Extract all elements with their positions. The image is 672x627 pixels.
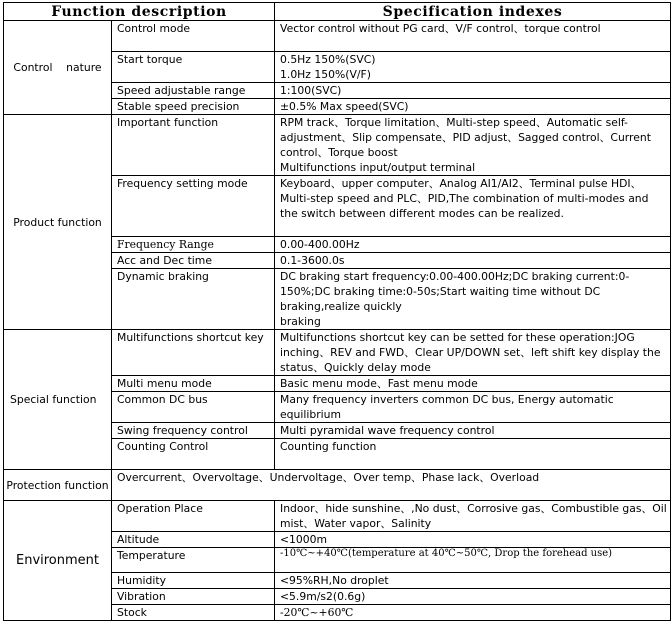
category-environment: Environment xyxy=(4,501,112,621)
item-label: Frequency Range xyxy=(112,237,275,253)
header-function-description: Function description xyxy=(4,3,275,21)
item-value: Indoor、hide sunshine、,No dust、Corrosive gas、Combustible gas、Oil mist、Water vapor、Salinity xyxy=(275,501,671,532)
item-label: Frequency setting mode xyxy=(112,176,275,237)
item-label: Speed adjustable range xyxy=(112,83,275,99)
item-value: Vector control without PG card、V/F control、torque control xyxy=(275,21,671,52)
item-value: ±0.5% Max speed(SVC) xyxy=(275,99,671,115)
item-value: -10℃~+40℃(temperature at 40℃~50℃, Drop the forehead use) xyxy=(275,548,671,573)
item-value: DC braking start frequency:0.00-400.00Hz;DC braking current:0-150%;DC braking time:0-50s;Start waiting time without DC braking,realize quickly braking xyxy=(275,269,671,330)
item-value: <95%RH,No droplet xyxy=(275,573,671,589)
item-value: Multifunctions shortcut key can be setted for these operation:JOG inching、REV and FWD、Clear UP/DOWN set、left shift key display the status、Quickly delay mode xyxy=(275,330,671,376)
item-label: Important function xyxy=(112,115,275,176)
header-row xyxy=(4,3,671,21)
item-label: Humidity xyxy=(112,573,275,589)
category-protection-function: Protection function xyxy=(4,470,112,501)
protection-value: Overcurrent、Overvoltage、Undervoltage、Over temp、Phase lack、Overload xyxy=(112,470,671,501)
item-label: Vibration xyxy=(112,589,275,605)
item-value: 0.00-400.00Hz xyxy=(275,237,671,253)
item-label: Acc and Dec time xyxy=(112,253,275,269)
category-product-function: Product function xyxy=(4,115,112,330)
table-row xyxy=(4,330,671,376)
item-label: Altitude xyxy=(112,532,275,548)
category-control-nature: Control nature xyxy=(4,21,112,115)
item-label: Stock xyxy=(112,605,275,621)
table-row xyxy=(4,470,671,501)
item-label: Multifunctions shortcut key xyxy=(112,330,275,376)
table-row xyxy=(4,21,671,52)
table-row xyxy=(4,115,671,176)
item-label: Counting Control xyxy=(112,439,275,470)
item-value: Multi pyramidal wave frequency control xyxy=(275,423,671,439)
header-specification-indexes: Specification indexes xyxy=(275,3,671,21)
item-label: Control mode xyxy=(112,21,275,52)
item-label: Start torque xyxy=(112,52,275,83)
item-value: -20℃~+60℃ xyxy=(275,605,671,621)
category-special-function: Special function xyxy=(4,330,112,470)
item-value: Keyboard、upper computer、Analog AI1/AI2、Terminal pulse HDI、Multi-step speed and PLC、PID,The combination of multi-modes and the switch between different modes can be realized. xyxy=(275,176,671,237)
item-label: Multi menu mode xyxy=(112,376,275,392)
item-value: Many frequency inverters common DC bus, Energy automatic equilibrium xyxy=(275,392,671,423)
item-label: Operation Place xyxy=(112,501,275,532)
item-value: 0.1-3600.0s xyxy=(275,253,671,269)
item-label: Stable speed precision xyxy=(112,99,275,115)
item-value: RPM track、Torque limitation、Multi-step speed、Automatic self-adjustment、Slip compensate、PID adjust、Sagged control、Current control、Torque boost Multifunctions input/output terminal xyxy=(275,115,671,176)
specification-table xyxy=(3,2,671,621)
item-value: Counting function xyxy=(275,439,671,470)
table-row xyxy=(4,501,671,532)
item-label: Common DC bus xyxy=(112,392,275,423)
item-value: <5.9m/s2(0.6g) xyxy=(275,589,671,605)
item-value: <1000m xyxy=(275,532,671,548)
item-label: Dynamic braking xyxy=(112,269,275,330)
item-label: Swing frequency control xyxy=(112,423,275,439)
item-label: Temperature xyxy=(112,548,275,573)
item-value: 0.5Hz 150%(SVC) 1.0Hz 150%(V/F) xyxy=(275,52,671,83)
item-value: Basic menu mode、Fast menu mode xyxy=(275,376,671,392)
item-value: 1:100(SVC) xyxy=(275,83,671,99)
